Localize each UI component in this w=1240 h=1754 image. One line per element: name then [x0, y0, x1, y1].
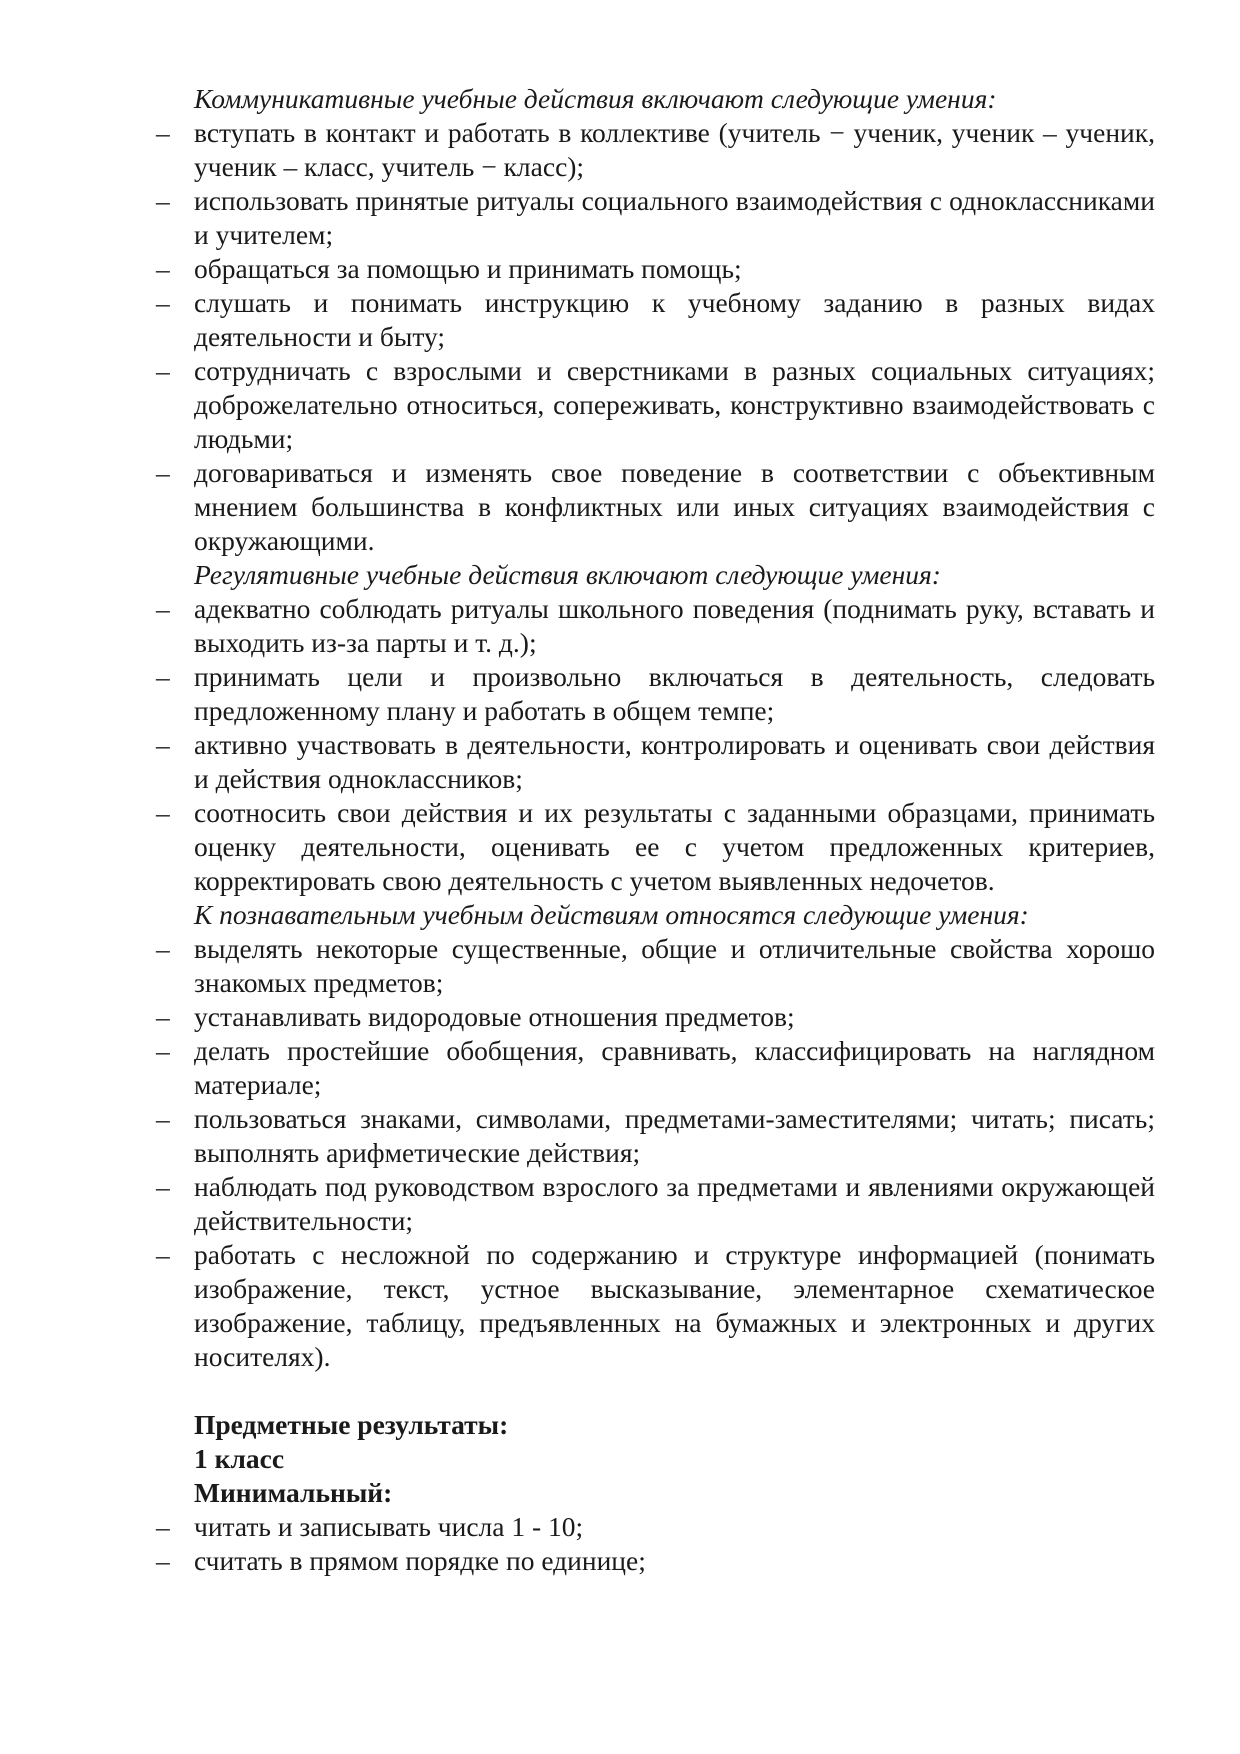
bullet-list [0, 116, 1155, 558]
section-heading: Коммуникативные учебные действия включают следующие умения: [194, 83, 997, 114]
level-heading: Минимальный: [194, 1477, 393, 1508]
grade-heading: 1 класс [194, 1443, 285, 1474]
dash-marker: – [156, 117, 170, 148]
list-item: – устанавливать видородовые отношения предметов; [156, 1001, 795, 1032]
dash-marker: – [156, 1239, 170, 1270]
bullet-list [0, 592, 1155, 898]
section-heading: К познавательным учебным действиям относятся следующие умения: [194, 899, 1029, 930]
list-item: – обращаться за помощью и принимать помощь; [156, 253, 742, 284]
dash-marker: – [156, 1545, 170, 1576]
list-item: – сотрудничать с взрослыми и сверстниками в разных социальных ситуациях; доброжелательно относиться, сопереживать, конструктивно взаимодействовать с людьми; [156, 355, 1155, 454]
subject-results-title: Предметные результаты: [194, 1409, 509, 1440]
blank-line [0, 1374, 1155, 1408]
list-item: – принимать цели и произвольно включаться в деятельность, следовать предложенному плану и работать в общем темпе; [156, 661, 1155, 726]
dash-marker: – [156, 661, 170, 692]
dash-marker: – [156, 797, 170, 828]
list-item: – адекватно соблюдать ритуалы школьного поведения (поднимать руку, вставать и выходить из-за парты и т. д.); [156, 593, 1155, 658]
list-item: – пользоваться знаками, символами, предметами-заместителями; читать; писать; выполнять арифметические действия; [156, 1103, 1155, 1168]
dash-marker: – [156, 287, 170, 318]
bullet-list [0, 932, 1155, 1374]
list-item: – использовать принятые ритуалы социального взаимодействия с одноклассниками и учителем; [156, 185, 1155, 250]
dash-marker: – [156, 457, 170, 488]
dash-marker: – [156, 185, 170, 216]
list-item: – договариваться и изменять свое поведение в соответствии с объективным мнением большинства в конфликтных или иных ситуациях взаимодействия с окружающими. [156, 457, 1155, 556]
list-item: – наблюдать под руководством взрослого за предметами и явлениями окружающей действительности; [156, 1171, 1155, 1236]
dash-marker: – [156, 1511, 170, 1542]
list-item: – делать простейшие обобщения, сравнивать, классифицировать на наглядном материале; [156, 1035, 1155, 1100]
dash-marker: – [156, 253, 170, 284]
list-item: – работать с несложной по содержанию и структуре информацией (понимать изображение, текст, устное высказывание, элементарное схематическое изображение, таблицу, предъявленных на бумажных и электронных и других носителях). [156, 1239, 1155, 1372]
list-item: – выделять некоторые существенные, общие и отличительные свойства хорошо знакомых предметов; [156, 933, 1155, 998]
list-item: – вступать в контакт и работать в коллективе (учитель − ученик, ученик – ученик, ученик – класс, учитель − класс); [156, 117, 1155, 182]
dash-marker: – [156, 355, 170, 386]
list-item: – активно участвовать в деятельности, контролировать и оценивать свои действия и действия одноклассников; [156, 729, 1155, 794]
dash-marker: – [156, 1035, 170, 1066]
list-item: – считать в прямом порядке по единице; [156, 1545, 646, 1576]
dash-marker: – [156, 1001, 170, 1032]
list-item: – читать и записывать числа 1 - 10; [156, 1511, 584, 1542]
bullet-list [0, 1510, 1155, 1578]
list-item: – слушать и понимать инструкцию к учебному заданию в разных видах деятельности и быту; [156, 287, 1155, 352]
dash-marker: – [156, 1171, 170, 1202]
list-item: – соотносить свои действия и их результаты с заданными образцами, принимать оценку деятельности, оценивать ее с учетом предложенных критериев, корректировать свою деятельность с учетом выявленных недочетов. [156, 797, 1155, 896]
dash-marker: – [156, 729, 170, 760]
dash-marker: – [156, 933, 170, 964]
section-heading: Регулятивные учебные действия включают следующие умения: [194, 559, 941, 590]
dash-marker: – [156, 1103, 170, 1134]
dash-marker: – [156, 593, 170, 624]
